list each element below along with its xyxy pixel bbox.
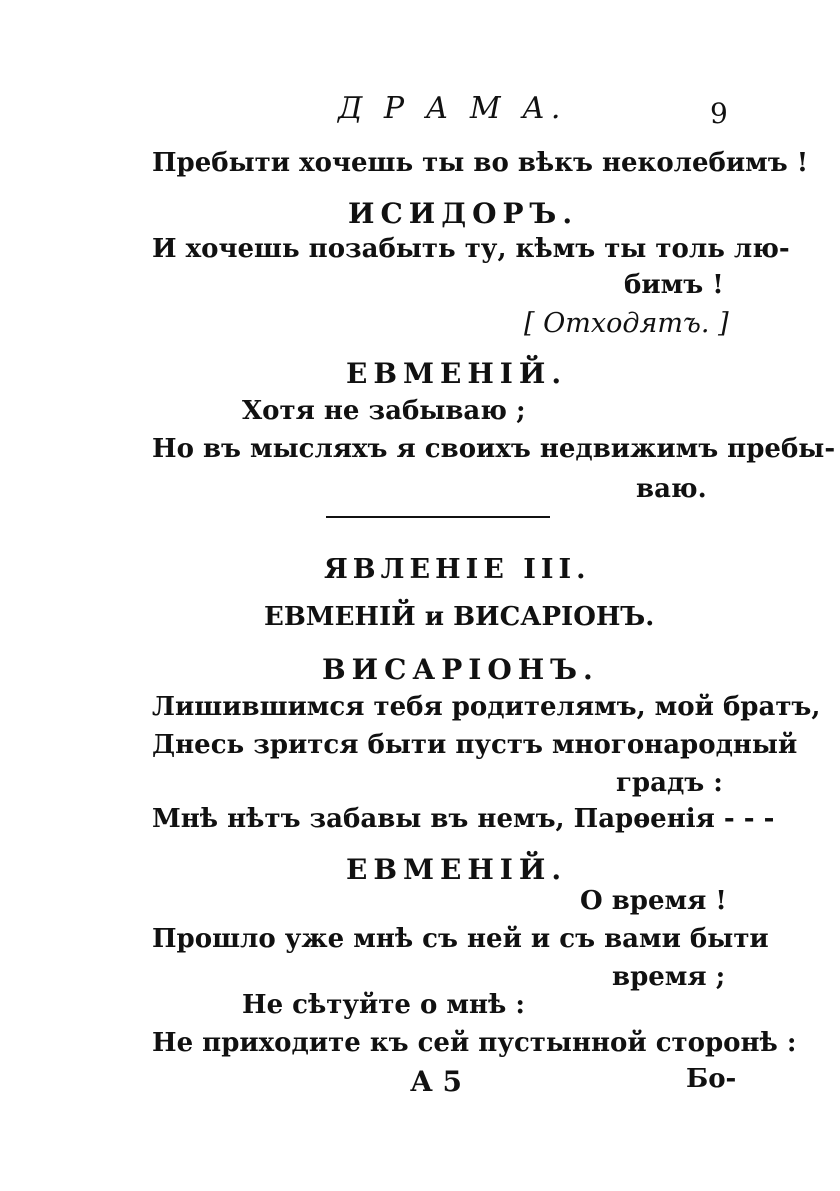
scene-persons: ЕВМЕНІЙ и ВИСАРІОНЪ. (264, 602, 655, 632)
verse-line: Лишившимся тебя родителямъ, мой братъ, (152, 692, 821, 722)
signature-mark: А 5 (410, 1065, 463, 1098)
verse-line-continuation: бимъ ! (624, 270, 724, 300)
verse-line: Не приходите къ сей пустынной сторонѣ : (152, 1028, 797, 1058)
verse-line: Мнѣ нѣтъ забавы въ немъ, Парѳенія - - - (152, 804, 775, 834)
stage-direction: [ Отходятъ. ] (524, 308, 729, 339)
running-head-title: Д Р А М А. (338, 91, 567, 126)
verse-line: Прошло уже мнѣ съ ней и съ вами быти (152, 924, 769, 954)
speaker-name: ВИСАРІОНЪ. (322, 653, 599, 686)
verse-line-continuation: время ; (612, 962, 726, 992)
verse-line: Но въ мысляхъ я своихъ недвижимъ пребы- (152, 434, 836, 464)
scene-divider (326, 516, 550, 518)
catchword: Бо- (686, 1064, 737, 1094)
page-number: 9 (710, 97, 728, 130)
verse-line: О время ! (580, 886, 727, 916)
verse-line: Хотя не забываю ; (242, 396, 526, 426)
verse-line-continuation: градъ : (616, 768, 723, 798)
scene-title: ЯВЛЕНІЕ III. (324, 554, 591, 585)
verse-line: И хочешь позабыть ту, кѣмъ ты толь лю- (152, 234, 790, 264)
speaker-name: ЕВМЕНІЙ. (346, 357, 568, 390)
speaker-name: ИСИДОРЪ. (348, 197, 579, 230)
verse-line: Пребыти хочешь ты во вѣкъ неколебимъ ! (152, 148, 809, 178)
verse-line: Не сѣтуйте о мнѣ : (242, 990, 525, 1020)
speaker-name: ЕВМЕНІЙ. (346, 853, 568, 886)
verse-line-continuation: ваю. (636, 474, 707, 504)
verse-line: Днесь зрится быти пустъ многонародный (152, 730, 798, 760)
